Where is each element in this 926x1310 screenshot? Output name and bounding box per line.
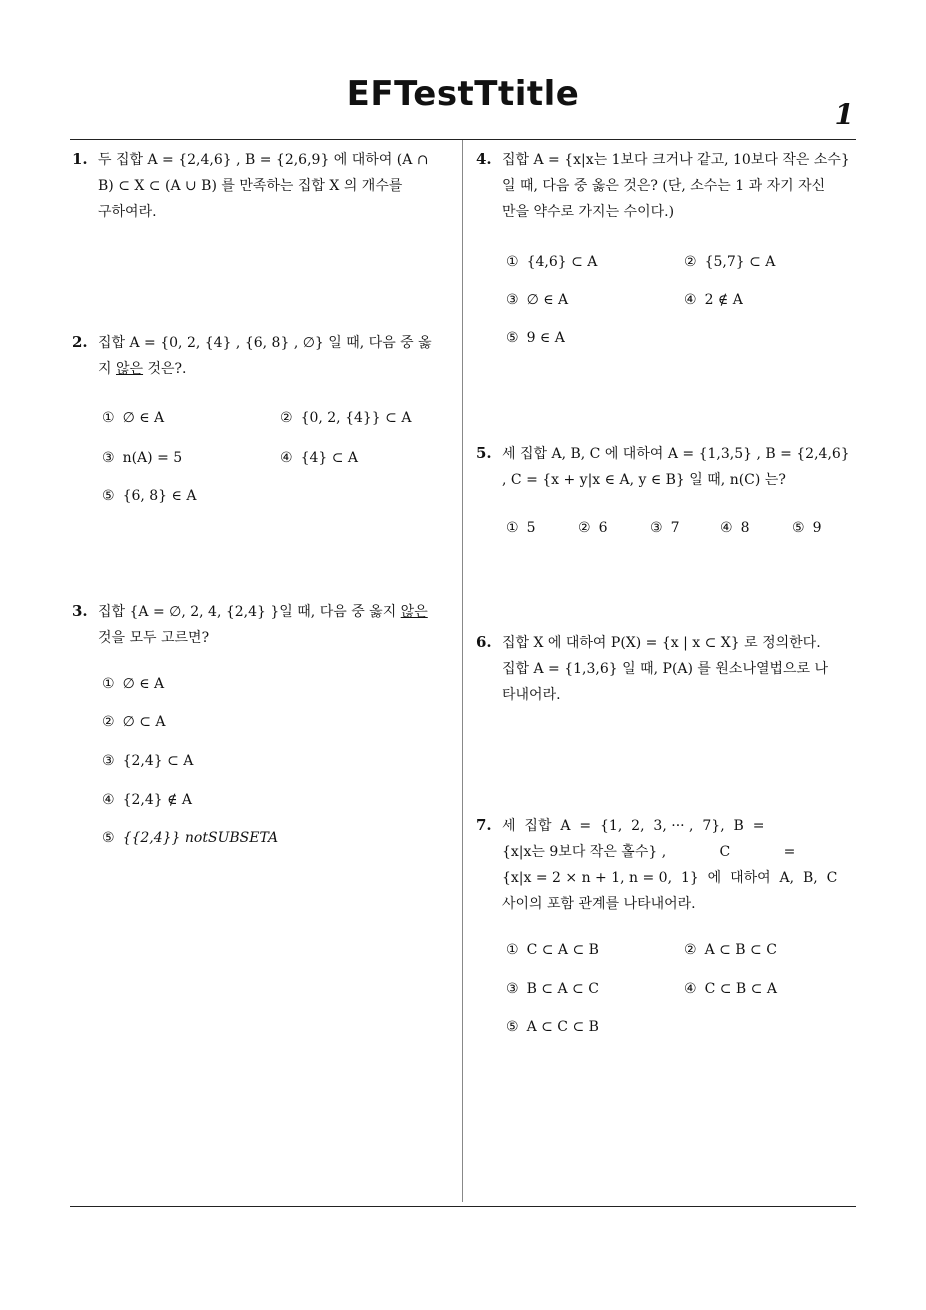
choice-text: {4,6} ⊂ A [526,254,598,270]
question-number: 5. [476,444,492,462]
question-text: 집합 X 에 대하여 P(X) = {x | x ⊂ X} 로 정의한다. [502,635,821,651]
circled-number: ① [102,676,115,692]
circled-number: ① [102,410,115,426]
choice-2[interactable] [684,942,777,958]
question-7 [476,812,862,917]
top-rule [70,139,856,140]
question-text: 일 때, 다음 중 옳은 것은? (단, 소수는 1 과 자기 자신 [502,178,826,194]
circled-number: ① [506,520,519,536]
question-text: 사이의 포함 관계를 나타내어라. [502,896,696,912]
choice-text: 8 [740,520,750,536]
question-4 [476,146,862,225]
choice-text: {2,4} ∉ A [122,792,193,808]
choice-4[interactable] [280,450,358,466]
choice-text: C ⊂ A ⊂ B [526,942,599,958]
choice-2[interactable] [684,254,775,270]
choice-text: {2,4} ⊂ A [122,753,194,769]
circled-number: ④ [280,450,293,466]
question-text: 것을 모두 고르면? [98,630,210,646]
circled-number: ④ [684,292,697,308]
choice-2[interactable] [578,520,607,536]
choice-5[interactable] [506,1019,599,1035]
choice-3[interactable] [650,520,679,536]
choice-text: 2 ∉ A [704,292,743,308]
page-number: 1 [834,98,854,131]
question-number: 2. [72,333,88,351]
choice-text: {0, 2, {4}} ⊂ A [300,410,412,426]
question-text: 것은?. [143,361,187,377]
question-text: {x|x는 9보다 작은 홀수} , C = [502,844,796,860]
underlined-word: 않은 [400,604,428,620]
choice-text: A ⊂ C ⊂ B [526,1019,599,1035]
circled-number: ④ [720,520,733,536]
choice-4[interactable] [684,981,777,997]
choice-5[interactable] [102,488,196,504]
choice-3[interactable] [506,981,599,997]
choice-4[interactable] [720,520,749,536]
choice-text: B ⊂ A ⊂ C [526,981,599,997]
question-text: 두 집합 A = {2,4,6} , B = {2,6,9} 에 대하여 (A ∩ [98,152,429,168]
question-5 [476,440,862,493]
circled-number: ③ [506,981,519,997]
question-3 [72,598,458,651]
circled-number: ⑤ [102,488,115,504]
circled-number: ⑤ [792,520,805,536]
choice-3[interactable] [506,292,568,308]
choice-text: ∅ ∈ A [526,292,569,308]
question-number: 1. [72,150,88,168]
choice-text: 6 [598,520,608,536]
question-text: B) ⊂ X ⊂ (A ∪ B) 를 만족하는 집합 X 의 개수를 [98,178,403,194]
circled-number: ⑤ [506,330,519,346]
question-number: 3. [72,602,88,620]
circled-number: ⑤ [102,830,115,846]
choice-3[interactable] [102,753,193,769]
question-1 [72,146,458,225]
question-text: 집합 {A = ∅, 2, 4, {2,4} }일 때, 다음 중 옳지 [98,604,401,620]
circled-number: ④ [102,792,115,808]
question-number: 4. [476,150,492,168]
choice-text: {6, 8} ∈ A [122,488,197,504]
circled-number: ① [506,254,519,270]
choice-text: C ⊂ B ⊂ A [704,981,777,997]
choice-text: ∅ ∈ A [122,410,165,426]
circled-number: ② [578,520,591,536]
choice-1[interactable] [102,676,164,692]
circled-number: ① [506,942,519,958]
question-text: 세 집합 A = {1, 2, 3, ··· , 7}, B = [502,818,765,834]
question-text: , C = {x + y|x ∈ A, y ∈ B} 일 때, n(C) 는? [502,472,786,488]
circled-number: ③ [506,292,519,308]
underlined-word: 않은 [115,361,144,377]
choice-5[interactable] [506,330,565,346]
circled-number: ③ [102,753,115,769]
choice-3[interactable] [102,450,182,466]
question-text: {x|x = 2 × n + 1, n = 0, 1} 에 대하여 A, B, C [502,870,838,886]
choice-2[interactable] [102,714,166,730]
circled-number: ② [684,942,697,958]
circled-number: ② [102,714,115,730]
choice-text: 9 ∈ A [526,330,565,346]
choice-5[interactable] [102,830,278,846]
question-text: 타내어라. [502,687,561,703]
choice-text: ∅ ⊂ A [122,714,166,730]
question-text: 세 집합 A, B, C 에 대하여 A = {1,3,5} , B = {2,4,6} [502,446,850,462]
choice-text: {4} ⊂ A [300,450,359,466]
choice-text: 9 [812,520,822,536]
circled-number: ② [684,254,697,270]
circled-number: ③ [650,520,663,536]
choice-1[interactable] [506,942,599,958]
question-text: 구하여라. [98,204,157,220]
choice-4[interactable] [102,792,192,808]
choice-1[interactable] [506,520,535,536]
choice-1[interactable] [102,410,164,426]
choice-1[interactable] [506,254,597,270]
question-2 [72,329,458,382]
choice-2[interactable] [280,410,411,426]
question-6 [476,629,862,708]
choice-5[interactable] [792,520,821,536]
circled-number: ② [280,410,293,426]
choice-text: 5 [526,520,536,536]
question-text: 집합 A = {0, 2, {4} , {6, 8} , ∅} 일 때, 다음 중 옳 [98,335,432,351]
page-title: EFTestTtitle [346,74,580,114]
question-text: 지 [98,361,116,377]
circled-number: ④ [684,981,697,997]
choice-text: {5,7} ⊂ A [704,254,776,270]
column-divider [462,140,463,1202]
choice-text: {{2,4}} notSUBSETA [122,830,279,846]
question-number: 6. [476,633,492,651]
bottom-rule [70,1206,856,1207]
choice-text: ∅ ∈ A [122,676,165,692]
question-text: 집합 A = {x|x는 1보다 크거나 같고, 10보다 작은 소수} [502,152,850,168]
choice-text: n(A) = 5 [122,450,183,466]
circled-number: ⑤ [506,1019,519,1035]
choice-4[interactable] [684,292,743,308]
choice-text: 7 [670,520,680,536]
question-number: 7. [476,816,492,834]
question-text: 만을 약수로 가지는 수이다.) [502,204,675,220]
choice-text: A ⊂ B ⊂ C [704,942,777,958]
question-text: 집합 A = {1,3,6} 일 때, P(A) 를 원소나열법으로 나 [502,661,829,677]
circled-number: ③ [102,450,115,466]
